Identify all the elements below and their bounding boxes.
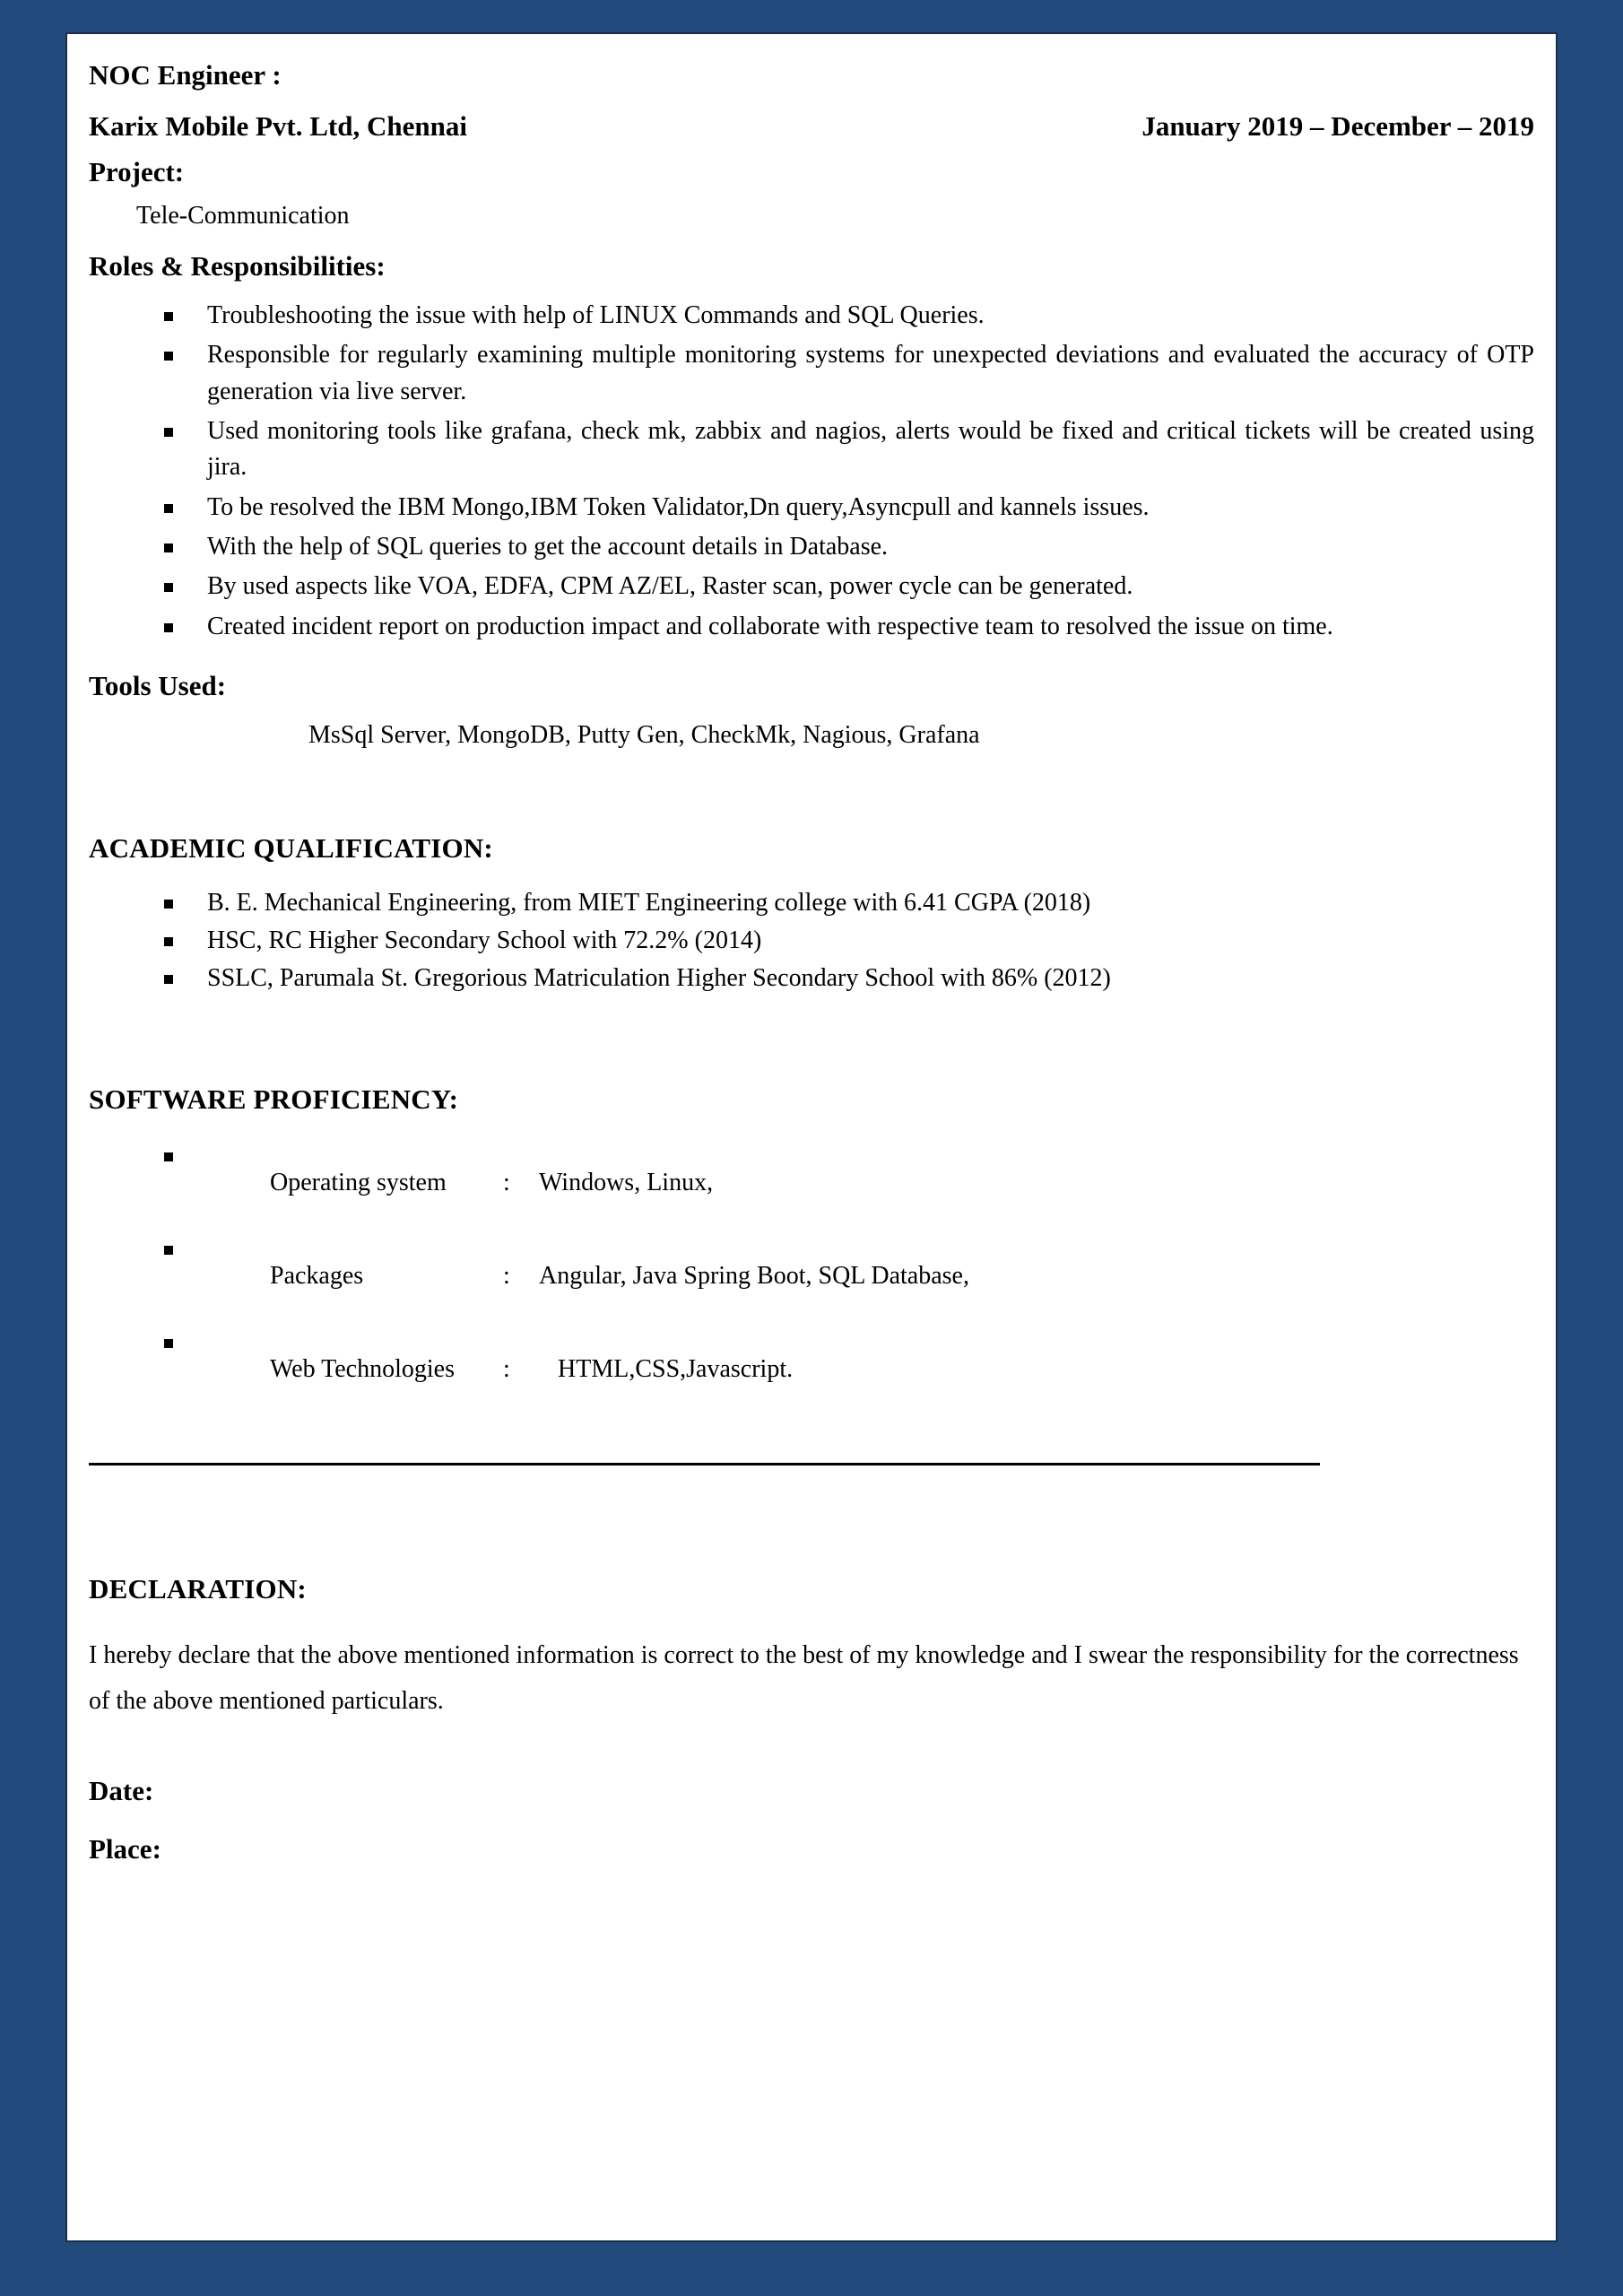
spacer <box>89 1113 1534 1144</box>
spacer <box>89 999 1534 1085</box>
list-item <box>89 413 1534 486</box>
square-bullet-icon <box>164 1339 173 1348</box>
list-item-text: By used aspects like VOA, EDFA, CPM AZ/EL, Raster scan, power cycle can be generated. <box>207 572 1133 601</box>
spacer <box>89 648 1534 672</box>
spec-colon: : <box>503 1262 510 1291</box>
spacer <box>89 700 1534 723</box>
declaration-heading: DECLARATION: <box>89 1573 307 1605</box>
square-bullet-icon <box>164 937 173 946</box>
square-bullet-icon <box>164 583 173 592</box>
software-proficiency-list <box>89 1144 1534 1410</box>
company-duration-row <box>89 112 1534 140</box>
spacer <box>89 748 1534 834</box>
spec-value: Angular, Java Spring Boot, SQL Database, <box>539 1262 969 1291</box>
roles-list <box>89 298 1534 645</box>
list-item <box>89 490 1534 526</box>
list-item <box>89 569 1534 604</box>
project-heading: Project: <box>89 156 185 187</box>
job-role-title: NOC Engineer : <box>89 59 282 91</box>
square-bullet-icon <box>164 975 173 984</box>
list-item-text: HSC, RC Higher Secondary School with 72.2% (2014) <box>207 926 762 955</box>
spacer <box>89 280 1534 298</box>
spacer <box>89 1465 1534 1552</box>
spacer <box>89 186 1534 204</box>
list-item-text: To be resolved the IBM Mongo,IBM Token Validator,Dn query,Asyncpull and kannels issues. <box>207 492 1150 521</box>
square-bullet-icon <box>164 312 173 321</box>
list-item-text: Responsible for regularly examining multiple monitoring systems for unexpected deviations and evaluated the accuracy of OTP generation via live server. <box>207 341 1534 405</box>
spec-label: Operating system <box>270 1169 447 1197</box>
academic-qualification-heading: ACADEMIC QUALIFICATION: <box>89 831 493 864</box>
spacer <box>89 140 1534 158</box>
list-item <box>89 1144 1534 1222</box>
spec-label: Packages <box>270 1262 364 1291</box>
software-proficiency-heading: SOFTWARE PROFICIENCY: <box>89 1083 459 1115</box>
spacer <box>89 89 1534 112</box>
list-item-text: Created incident report on production impact and collaborate with respective team to resolved the issue on time. <box>207 612 1333 640</box>
square-bullet-icon <box>164 544 173 552</box>
list-item <box>89 298 1534 334</box>
list-item-text: SSLC, Parumala St. Gregorious Matriculation Higher Secondary School with 86% (2012) <box>207 964 1111 993</box>
square-bullet-icon <box>164 428 173 437</box>
spacer <box>89 1805 1534 1835</box>
declaration-body: I hereby declare that the above mentioned information is correct to the best of my knowledge and I swear the responsibility for the correctness of the above mentioned particulars. <box>89 1641 1519 1716</box>
spacer <box>89 1725 1534 1777</box>
list-item <box>89 609 1534 645</box>
list-item-text: With the help of SQL queries to get the account details in Database. <box>207 532 889 561</box>
square-bullet-icon <box>164 1152 173 1161</box>
spec-label: Web Technologies <box>270 1355 455 1384</box>
tools-used-heading: Tools Used: <box>89 669 227 701</box>
spec-colon: : <box>503 1169 510 1197</box>
square-bullet-icon <box>164 900 173 909</box>
square-bullet-icon <box>164 504 173 513</box>
square-bullet-icon <box>164 1246 173 1255</box>
resume-page <box>65 32 1558 2242</box>
list-item-text: B. E. Mechanical Engineering, from MIET Engineering college with 6.41 CGPA (2018) <box>207 888 1091 917</box>
date-label: Date: <box>89 1775 154 1807</box>
company-name: Karix Mobile Pvt. Ltd, Chennai <box>89 110 467 142</box>
spec-value: Windows, Linux, <box>539 1169 714 1197</box>
employment-duration: January 2019 – December – 2019 <box>1141 110 1534 142</box>
spacer <box>89 1552 1534 1575</box>
list-item <box>89 961 1534 996</box>
spacer <box>89 1603 1534 1633</box>
list-item <box>89 923 1534 959</box>
list-item-text: Used monitoring tools like grafana, check mk, zabbix and nagios, alerts would be fixed and critical tickets will be created using jira. <box>207 416 1534 482</box>
spacer <box>89 229 1534 252</box>
project-value: Tele-Communication <box>136 202 350 230</box>
academic-list <box>89 885 1534 997</box>
list-item <box>89 1237 1534 1316</box>
list-item <box>89 529 1534 565</box>
tools-used-value: MsSql Server, MongoDB, Putty Gen, CheckMk, Nagious, Grafana <box>308 720 980 749</box>
place-label: Place: <box>89 1833 161 1866</box>
spec-value: HTML,CSS,Javascript. <box>539 1355 794 1384</box>
page-content <box>89 61 1534 2231</box>
list-item-text: Troubleshooting the issue with help of LINUX Commands and SQL Queries. <box>207 301 985 329</box>
square-bullet-icon <box>164 623 173 632</box>
roles-heading: Roles & Responsibilities: <box>89 250 386 282</box>
list-item <box>89 885 1534 921</box>
list-item <box>89 337 1534 410</box>
list-item <box>89 1330 1534 1409</box>
spacer <box>89 1423 1534 1463</box>
spec-colon: : <box>503 1355 510 1384</box>
spacer <box>89 862 1534 885</box>
square-bullet-icon <box>164 352 173 361</box>
